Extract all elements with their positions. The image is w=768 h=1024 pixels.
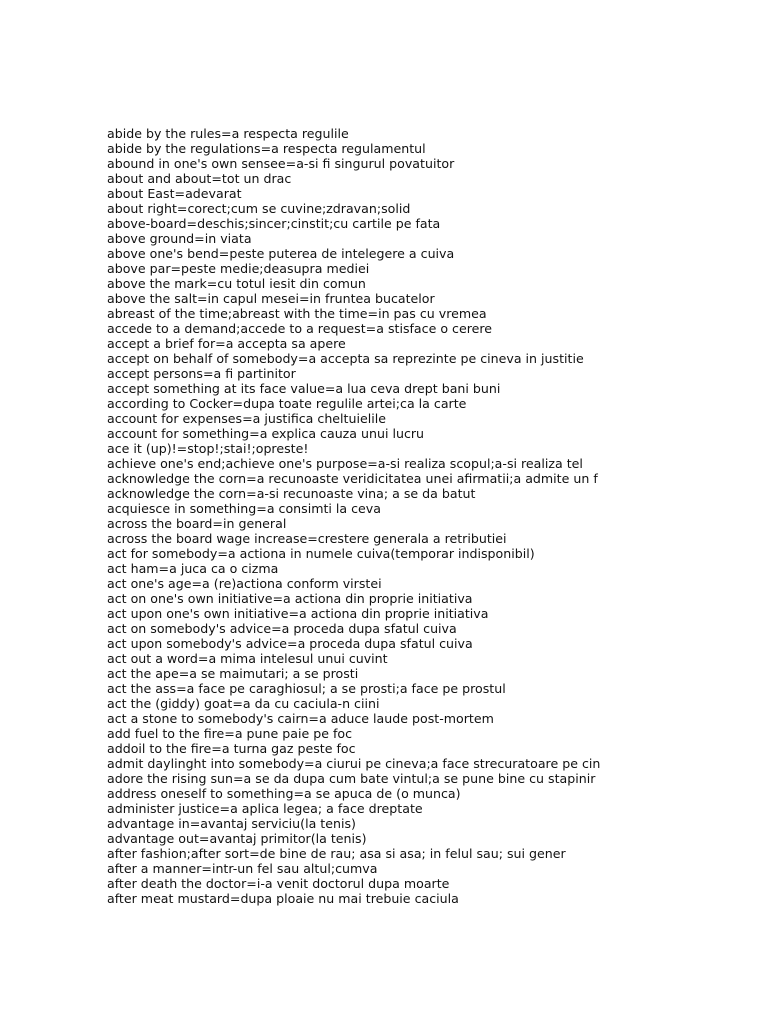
phrase-entry: after a manner=intr-un fel sau altul;cumva bbox=[107, 861, 378, 876]
phrase-entry: act upon somebody's advice=a proceda dupa sfatul cuiva bbox=[107, 636, 473, 651]
phrase-entry: achieve one's end;achieve one's purpose=a-si realiza scopul;a-si realiza tel bbox=[107, 456, 583, 471]
phrase-entry: abound in one's own sensee=a-si fi singurul povatuitor bbox=[107, 156, 455, 171]
phrase-entry: above the salt=in capul mesei=in fruntea bucatelor bbox=[107, 291, 435, 306]
phrase-entry: about East=adevarat bbox=[107, 186, 242, 201]
phrase-entry: accept something at its face value=a lua ceva drept bani buni bbox=[107, 381, 501, 396]
phrase-entry: act the (giddy) goat=a da cu caciula-n ciini bbox=[107, 696, 380, 711]
phrase-entry: act the ape=a se maimutari; a se prosti bbox=[107, 666, 359, 681]
phrase-entry: after meat mustard=dupa ploaie nu mai trebuie caciula bbox=[107, 891, 459, 906]
phrase-entry: adore the rising sun=a se da dupa cum bate vintul;a se pune bine cu stapinir bbox=[107, 771, 596, 786]
phrase-entry: above par=peste medie;deasupra mediei bbox=[107, 261, 370, 276]
phrase-entry: abide by the rules=a respecta regulile bbox=[107, 126, 349, 141]
phrase-entry: acknowledge the corn=a recunoaste veridicitatea unei afirmatii;a admite un f bbox=[107, 471, 598, 486]
phrase-entry: about and about=tot un drac bbox=[107, 171, 292, 186]
phrase-entry: act out a word=a mima intelesul unui cuvint bbox=[107, 651, 388, 666]
phrase-entry: ace it (up)!=stop!;stai!;opreste! bbox=[107, 441, 309, 456]
phrase-entry: accept persons=a fi partinitor bbox=[107, 366, 296, 381]
phrase-entry: acquiesce in something=a consimti la ceva bbox=[107, 501, 381, 516]
phrase-entry: after death the doctor=i-a venit doctorul dupa moarte bbox=[107, 876, 450, 891]
phrase-entry: across the board wage increase=crestere generala a retributiei bbox=[107, 531, 507, 546]
phrase-entry: above the mark=cu totul iesit din comun bbox=[107, 276, 366, 291]
phrase-entry: act the ass=a face pe caraghiosul; a se prosti;a face pe prostul bbox=[107, 681, 506, 696]
phrase-entry: abide by the regulations=a respecta regulamentul bbox=[107, 141, 426, 156]
phrase-entry: account for expenses=a justifica cheltuielile bbox=[107, 411, 386, 426]
phrase-entry: acknowledge the corn=a-si recunoaste vina; a se da batut bbox=[107, 486, 476, 501]
phrase-entry: act one's age=a (re)actiona conform virstei bbox=[107, 576, 382, 591]
phrase-entry: account for something=a explica cauza unui lucru bbox=[107, 426, 425, 441]
phrase-entry: add fuel to the fire=a pune paie pe foc bbox=[107, 726, 353, 741]
phrase-entry: act on one's own initiative=a actiona din proprie initiativa bbox=[107, 591, 473, 606]
phrase-entry: above one's bend=peste puterea de intelegere a cuiva bbox=[107, 246, 455, 261]
phrase-entry: accept a brief for=a accepta sa apere bbox=[107, 336, 346, 351]
phrase-entry: abreast of the time;abreast with the time=in pas cu vremea bbox=[107, 306, 487, 321]
phrase-entry: advantage out=avantaj primitor(la tenis) bbox=[107, 831, 367, 846]
phrase-list bbox=[107, 126, 747, 906]
phrase-entry: after fashion;after sort=de bine de rau; asa si asa; in felul sau; sui gener bbox=[107, 846, 566, 861]
phrase-entry: according to Cocker=dupa toate regulile artei;ca la carte bbox=[107, 396, 467, 411]
phrase-entry: administer justice=a aplica legea; a face dreptate bbox=[107, 801, 423, 816]
phrase-entry: about right=corect;cum se cuvine;zdravan;solid bbox=[107, 201, 411, 216]
phrase-entry: act a stone to somebody's cairn=a aduce laude post-mortem bbox=[107, 711, 494, 726]
phrase-entry: accede to a demand;accede to a request=a stisface o cerere bbox=[107, 321, 493, 336]
phrase-entry: above ground=in viata bbox=[107, 231, 252, 246]
phrase-entry: admit daylinght into somebody=a ciurui pe cineva;a face strecuratoare pe cin bbox=[107, 756, 601, 771]
phrase-entry: advantage in=avantaj serviciu(la tenis) bbox=[107, 816, 356, 831]
phrase-entry: across the board=in general bbox=[107, 516, 287, 531]
phrase-entry: address oneself to something=a se apuca de (o munca) bbox=[107, 786, 461, 801]
phrase-entry: accept on behalf of somebody=a accepta sa reprezinte pe cineva in justitie bbox=[107, 351, 584, 366]
phrase-entry: addoil to the fire=a turna gaz peste foc bbox=[107, 741, 356, 756]
phrase-entry: act ham=a juca ca o cizma bbox=[107, 561, 279, 576]
phrase-entry: act on somebody's advice=a proceda dupa sfatul cuiva bbox=[107, 621, 457, 636]
phrase-entry: act upon one's own initiative=a actiona din proprie initiativa bbox=[107, 606, 489, 621]
phrase-entry: act for somebody=a actiona in numele cuiva(temporar indisponibil) bbox=[107, 546, 535, 561]
phrase-entry: above-board=deschis;sincer;cinstit;cu cartile pe fata bbox=[107, 216, 441, 231]
